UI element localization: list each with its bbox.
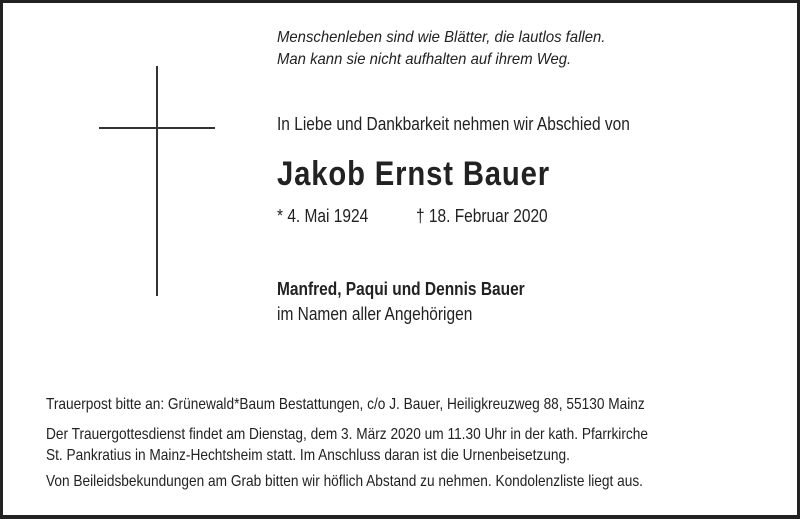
cross-icon-bar bbox=[99, 127, 215, 129]
birth-date: * 4. Mai 1924 bbox=[277, 206, 369, 226]
note-mail: Trauerpost bitte an: Grünewald*Baum Bestattungen, c/o J. Bauer, Heiligkreuzweg 88, 55130 Mainz bbox=[46, 396, 645, 413]
motto-line-1: Menschenleben sind wie Blätter, die lautlos fallen. bbox=[277, 29, 606, 46]
note-condolences: Von Beileidsbekundungen am Grab bitten wir höflich Abstand zu nehmen. Kondolenzliste liegt aus. bbox=[46, 473, 643, 490]
mourners-subtitle: im Namen aller Angehörigen bbox=[277, 304, 473, 324]
note-service-2: St. Pankratius in Mainz-Hechtsheim statt. Im Anschluss daran ist die Urnenbeisetzung. bbox=[46, 447, 570, 464]
mourners-names: Manfred, Paqui und Dennis Bauer bbox=[277, 279, 525, 299]
obituary-notice bbox=[3, 3, 797, 515]
note-service-1: Der Trauergottesdienst findet am Dienstag, dem 3. März 2020 um 11.30 Uhr in der kath. Pfarrkirche bbox=[46, 426, 648, 443]
intro-text: In Liebe und Dankbarkeit nehmen wir Abschied von bbox=[277, 114, 630, 134]
death-date: † 18. Februar 2020 bbox=[416, 206, 548, 226]
cross-icon bbox=[156, 66, 158, 296]
deceased-name: Jakob Ernst Bauer bbox=[277, 155, 551, 193]
motto-line-2: Man kann sie nicht aufhalten auf ihrem Weg. bbox=[277, 51, 572, 68]
